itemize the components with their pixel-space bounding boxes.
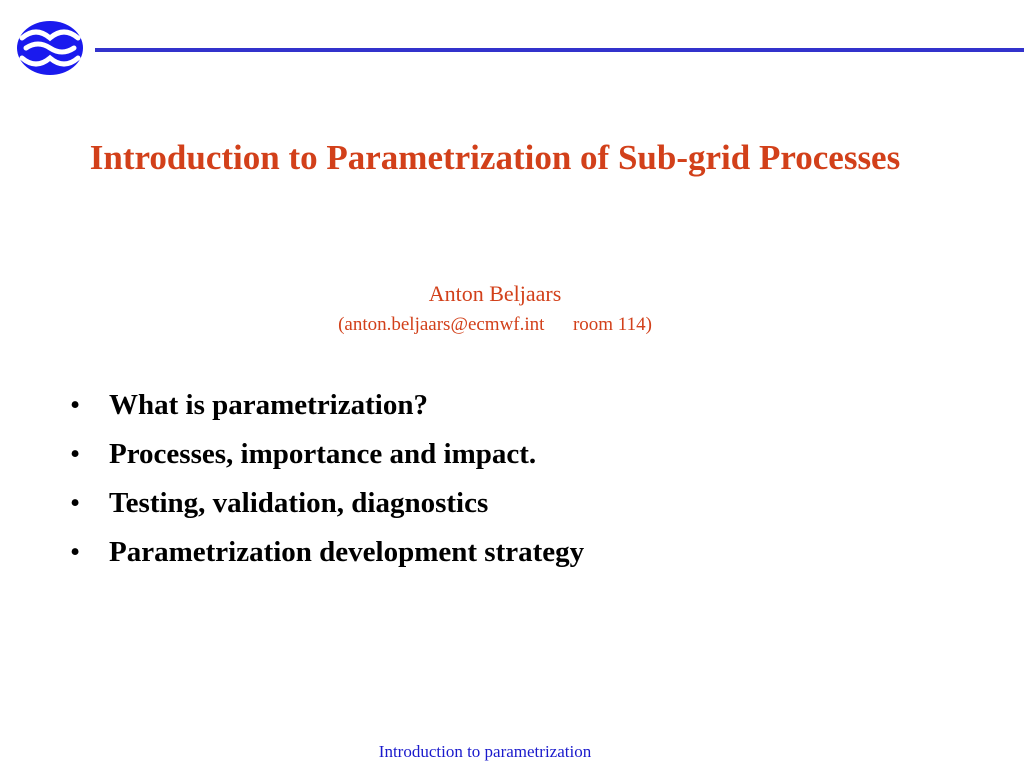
bullet-list — [70, 381, 584, 577]
bullet-icon: • — [70, 438, 81, 470]
header-rule — [95, 48, 1024, 52]
slide-title: Introduction to Parametrization of Sub-grid Processes — [89, 138, 901, 177]
author-name: Anton Beljaars — [428, 281, 562, 306]
ecmwf-logo-icon — [16, 20, 84, 76]
bullet-icon: • — [70, 389, 81, 421]
footer-text: Introduction to parametrization — [378, 742, 592, 761]
bullet-text: Testing, validation, diagnostics — [109, 487, 489, 519]
author-contact: (anton.beljaars@ecmwf.int room 114) — [338, 314, 652, 335]
bullet-item — [70, 430, 584, 479]
bullet-icon: • — [70, 487, 81, 519]
bullet-text: Parametrization development strategy — [109, 536, 585, 568]
bullet-item — [70, 479, 584, 528]
bullet-item — [70, 381, 584, 430]
bullet-icon: • — [70, 536, 81, 568]
bullet-text: What is parametrization? — [109, 389, 428, 421]
bullet-item — [70, 528, 584, 577]
bullet-text: Processes, importance and impact. — [109, 438, 537, 470]
